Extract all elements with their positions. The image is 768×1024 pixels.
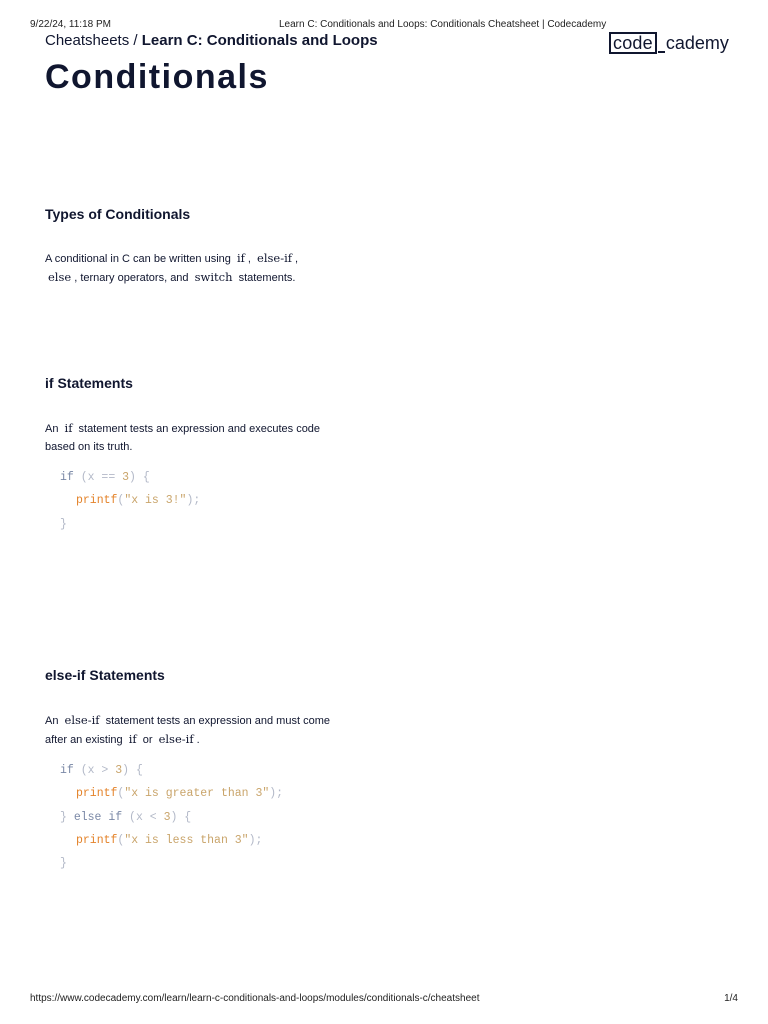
inline-code-if: if bbox=[64, 421, 73, 435]
code-number: 3 bbox=[115, 764, 123, 777]
code-punct: ( bbox=[73, 764, 88, 777]
breadcrumb-separator: / bbox=[129, 32, 142, 49]
code-line bbox=[60, 811, 283, 834]
section-desc-types bbox=[45, 249, 345, 287]
code-punct: } bbox=[60, 857, 67, 871]
code-punct: ) { bbox=[122, 764, 143, 777]
code-line bbox=[60, 494, 200, 517]
inline-code-else-if: else-if bbox=[257, 251, 293, 265]
code-punct: ) { bbox=[129, 471, 150, 484]
desc-text: A conditional in C can be written using bbox=[45, 253, 234, 265]
desc-text: , bbox=[295, 253, 299, 265]
logo-underscore bbox=[658, 32, 665, 53]
section-desc-else-if bbox=[45, 711, 345, 749]
code-function: printf bbox=[76, 787, 118, 801]
section-title-types: Types of Conditionals bbox=[45, 206, 191, 222]
desc-text: statement tests an expression and must come after an existing bbox=[45, 715, 330, 746]
desc-text: , bbox=[247, 253, 255, 265]
inline-code-if: if bbox=[236, 251, 245, 265]
code-punct: ( bbox=[117, 833, 125, 847]
logo-academy-text: cademy bbox=[665, 33, 729, 53]
code-number: 3 bbox=[122, 471, 130, 484]
print-page-number: 1/4 bbox=[724, 993, 738, 1004]
code-line bbox=[60, 834, 283, 857]
code-line bbox=[60, 857, 283, 880]
code-block-else-if bbox=[60, 764, 283, 880]
inline-code-switch: switch bbox=[194, 270, 233, 284]
code-punct: ( bbox=[117, 494, 125, 508]
code-string: "x is greater than 3" bbox=[124, 787, 270, 801]
code-punct: ( bbox=[117, 787, 125, 801]
print-url: https://www.codecademy.com/learn/learn-c-conditionals-and-loops/modules/conditionals-c/cheatsheet bbox=[30, 993, 480, 1004]
logo-code-box: code bbox=[609, 32, 657, 54]
desc-text: An bbox=[45, 423, 62, 435]
inline-code-else-if: else-if bbox=[64, 713, 100, 727]
breadcrumb bbox=[45, 32, 378, 49]
code-punct: ) { bbox=[170, 810, 192, 824]
code-punct: } bbox=[60, 517, 67, 531]
code-variable: x bbox=[87, 764, 95, 777]
code-keyword: if bbox=[60, 764, 74, 777]
code-variable: x bbox=[87, 471, 95, 484]
codecademy-logo[interactable] bbox=[609, 32, 729, 55]
section-title-if: if Statements bbox=[45, 375, 133, 391]
print-header bbox=[30, 19, 738, 33]
section-desc-if bbox=[45, 419, 330, 456]
code-string: "x is less than 3" bbox=[124, 833, 249, 847]
code-string: "x is 3!" bbox=[124, 494, 187, 508]
breadcrumb-cheatsheets-link[interactable]: Cheatsheets bbox=[45, 32, 130, 49]
code-operator: < bbox=[142, 810, 164, 824]
code-punct: ( bbox=[73, 471, 88, 484]
code-punct: ); bbox=[186, 494, 201, 508]
code-punct: } bbox=[60, 810, 74, 824]
code-keyword: if bbox=[60, 471, 74, 484]
breadcrumb-current[interactable]: Learn C: Conditionals and Loops bbox=[141, 32, 378, 49]
code-punct: ); bbox=[248, 833, 263, 847]
desc-text: . bbox=[196, 734, 200, 746]
section-title-else-if: else-if Statements bbox=[45, 667, 165, 683]
code-operator: == bbox=[94, 471, 123, 484]
desc-text: statements. bbox=[235, 272, 296, 284]
page-title: Conditionals bbox=[45, 58, 269, 96]
print-footer bbox=[30, 993, 738, 1007]
inline-code-else: else bbox=[48, 270, 72, 284]
print-datetime: 9/22/24, 11:18 PM bbox=[30, 19, 111, 30]
code-function: printf bbox=[76, 494, 118, 508]
desc-text: statement tests an expression and executes code based on its truth. bbox=[45, 423, 321, 453]
code-operator: > bbox=[94, 764, 116, 777]
inline-code-if: if bbox=[128, 732, 137, 746]
desc-text: , ternary operators, and bbox=[74, 272, 192, 284]
inline-code-else-if: else-if bbox=[158, 732, 194, 746]
desc-text: or bbox=[139, 734, 156, 746]
code-line bbox=[60, 764, 283, 787]
code-punct: ); bbox=[269, 787, 284, 801]
code-punct: ( bbox=[122, 810, 136, 824]
code-variable: x bbox=[135, 810, 143, 824]
code-function: printf bbox=[76, 833, 118, 847]
print-page-title: Learn C: Conditionals and Loops: Conditionals Cheatsheet | Codecademy bbox=[279, 19, 607, 30]
code-line bbox=[60, 518, 200, 541]
code-number: 3 bbox=[163, 810, 171, 824]
desc-text: An bbox=[45, 715, 62, 727]
code-line bbox=[60, 787, 283, 810]
code-line bbox=[60, 471, 200, 494]
code-block-if bbox=[60, 471, 200, 541]
code-keyword: else if bbox=[73, 810, 123, 824]
